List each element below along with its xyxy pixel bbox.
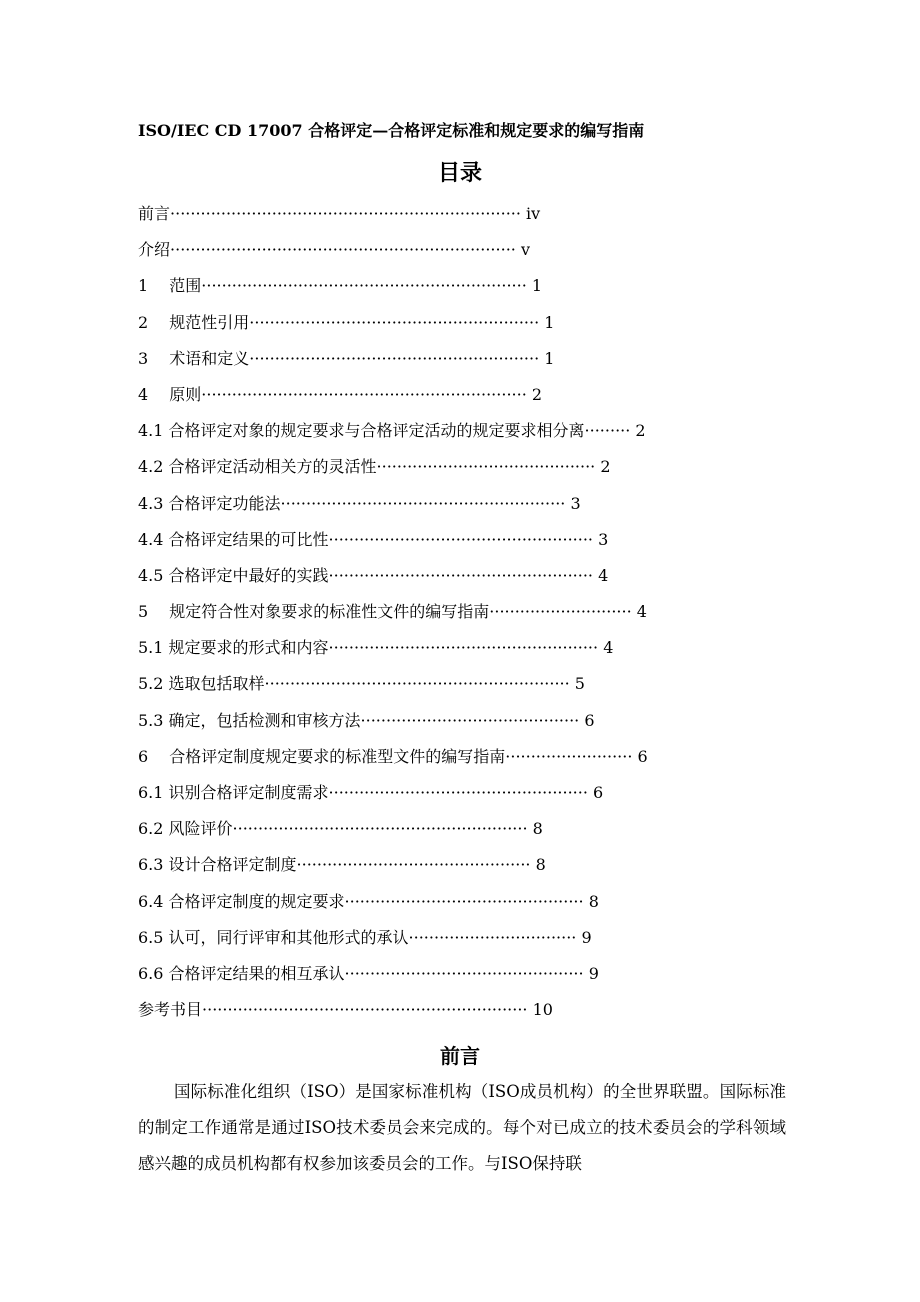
toc-dot-leader: ········· [584, 421, 631, 441]
toc-page-number: 2 [600, 457, 611, 477]
toc-entry-title: 5.3 确定，包括检测和审核方法 [138, 710, 361, 730]
toc-entry[interactable] [138, 417, 788, 453]
toc-dot-leader: ···················································· [328, 529, 594, 549]
toc-entry[interactable] [138, 779, 788, 815]
toc-page-number: iv [526, 204, 541, 223]
toc-entry-title: 4 原则 [138, 384, 202, 404]
toc-entry-title: 3 术语和定义 [138, 348, 250, 368]
toc-dot-leader: ··············································· [344, 963, 584, 983]
toc-page-number: 1 [544, 312, 555, 332]
toc-entry[interactable] [138, 309, 788, 345]
toc-heading: 目录 [437, 160, 482, 186]
toc-entry[interactable] [138, 345, 788, 381]
toc-entry[interactable] [138, 236, 788, 272]
toc-page-number: 1 [531, 276, 543, 296]
toc-entry-title: 5.2 选取包括取样 [138, 674, 265, 694]
toc-page-number: 3 [570, 493, 581, 513]
toc-entry-title: 6.1 识别合格评定制度需求 [138, 783, 329, 802]
toc-page-number: 6 [584, 710, 595, 730]
toc-entry-title: 6.4 合格评定制度的规定要求 [138, 891, 345, 911]
toc-page-number: 8 [535, 855, 546, 875]
toc-page-number: 4 [636, 602, 647, 622]
toc-page-number: 4 [598, 565, 609, 585]
toc-entry-title: 5.1 规定要求的形式和内容 [138, 638, 329, 658]
toc-dot-leader: ································································ [201, 384, 527, 404]
toc-entry-title: 1 范围 [138, 276, 202, 296]
toc-entry-title: 6.2 风险评价 [138, 819, 233, 839]
toc-entry[interactable] [138, 526, 788, 562]
toc-dot-leader: ··········································· [376, 457, 596, 477]
toc-dot-leader: ···················································· [328, 565, 594, 585]
toc-dot-leader: ···························· [489, 602, 632, 622]
toc-dot-leader: ························································· [249, 312, 540, 332]
toc-dot-leader: ························································ [280, 493, 566, 513]
document-title: ISO/IEC CD 17007 合格评定—合格评定标准和规定要求的编写指南 [138, 121, 645, 140]
toc-page-number: 3 [598, 529, 609, 549]
toc-dot-leader: ···························································· [264, 674, 570, 694]
toc-entry[interactable] [138, 272, 788, 308]
toc-entry-title: 5 规定符合性对象要求的标准性文件的编写指南 [138, 602, 490, 622]
toc-entry-title: 4.1 合格评定对象的规定要求与合格评定活动的规定要求相分离 [138, 421, 585, 441]
toc-page-number: 10 [532, 1000, 553, 1020]
toc-entry-title: 参考书目 [138, 1000, 203, 1020]
toc-dot-leader: ································································ [201, 276, 527, 296]
foreword-paragraph: 国际标准化组织（ISO）是国家标准机构（ISO成员机构）的全世界联盟。国际标准的制定工作通常是通过ISO技术委员会来完成的。每个对已成立的技术委员会的学科领域感兴趣的成员机构都有权参加该委员会的工作。与ISO保持联 [138, 1082, 786, 1173]
toc-entry-title: 6 合格评定制度规定要求的标准型文件的编写指南 [138, 746, 506, 766]
toc-page-number: 6 [637, 746, 648, 766]
toc-entry[interactable] [138, 670, 788, 706]
toc-page-number: 9 [588, 963, 599, 983]
toc-entry-title: 4.3 合格评定功能法 [138, 493, 281, 513]
toc-entry[interactable] [138, 634, 788, 670]
toc-page-number: v [520, 240, 530, 260]
toc-page-number: 6 [593, 783, 604, 802]
toc-page-number: 1 [544, 348, 555, 368]
toc-entry[interactable] [138, 562, 788, 598]
toc-entry-title: 4.4 合格评定结果的可比性 [138, 529, 329, 549]
toc-dot-leader: ·············································· [296, 855, 531, 875]
toc-entry[interactable] [138, 707, 788, 743]
foreword-heading: 前言 [440, 1044, 480, 1068]
toc-entry[interactable] [138, 924, 788, 960]
toc-dot-leader: ···································································· [170, 240, 516, 260]
toc-entry[interactable] [138, 598, 788, 634]
toc-entry[interactable] [138, 851, 788, 887]
toc-page-number: 2 [531, 384, 543, 404]
toc-entry-title: 4.5 合格评定中最好的实践 [138, 565, 329, 585]
toc-entry[interactable] [138, 381, 788, 417]
toc-entry[interactable] [138, 815, 788, 851]
toc-dot-leader: ··················································· [328, 783, 588, 802]
toc-dot-leader: ························································· [249, 348, 540, 368]
toc-entry-title: 6.6 合格评定结果的相互承认 [138, 963, 345, 983]
toc-dot-leader: ··········································· [360, 710, 580, 730]
toc-entry-title: 前言 [138, 204, 171, 223]
toc-entry[interactable] [138, 996, 788, 1032]
toc-dot-leader: ····················································· [328, 638, 599, 658]
toc-entry[interactable] [138, 743, 788, 779]
toc-page-number: 8 [532, 819, 543, 839]
toc-dot-leader: ································· [408, 927, 577, 947]
toc-dot-leader: ························· [505, 746, 633, 766]
toc-dot-leader: ··············································· [344, 891, 584, 911]
toc-entry-title: 2 规范性引用 [138, 312, 250, 332]
toc-entry-title: 6.3 设计合格评定制度 [138, 855, 297, 875]
toc-page-number: 9 [581, 927, 592, 947]
toc-entry[interactable] [138, 888, 788, 924]
toc-entry[interactable] [138, 453, 788, 489]
toc-dot-leader: ····································································· [170, 204, 521, 223]
toc-page-number: 8 [588, 891, 599, 911]
toc-entry[interactable] [138, 960, 788, 996]
toc-dot-leader: ································································ [202, 1000, 528, 1020]
toc-entry-title: 4.2 合格评定活动相关方的灵活性 [138, 457, 377, 477]
toc-page-number: 5 [574, 674, 585, 694]
toc-page-number: 2 [635, 421, 646, 441]
toc-dot-leader: ·························································· [232, 819, 528, 839]
table-of-contents [138, 200, 788, 1032]
toc-page-number: 4 [603, 638, 614, 658]
toc-entry[interactable] [138, 490, 788, 526]
toc-entry-title: 介绍 [138, 240, 171, 260]
toc-entry[interactable] [138, 200, 788, 236]
toc-entry-title: 6.5 认可，同行评审和其他形式的承认 [138, 927, 409, 947]
